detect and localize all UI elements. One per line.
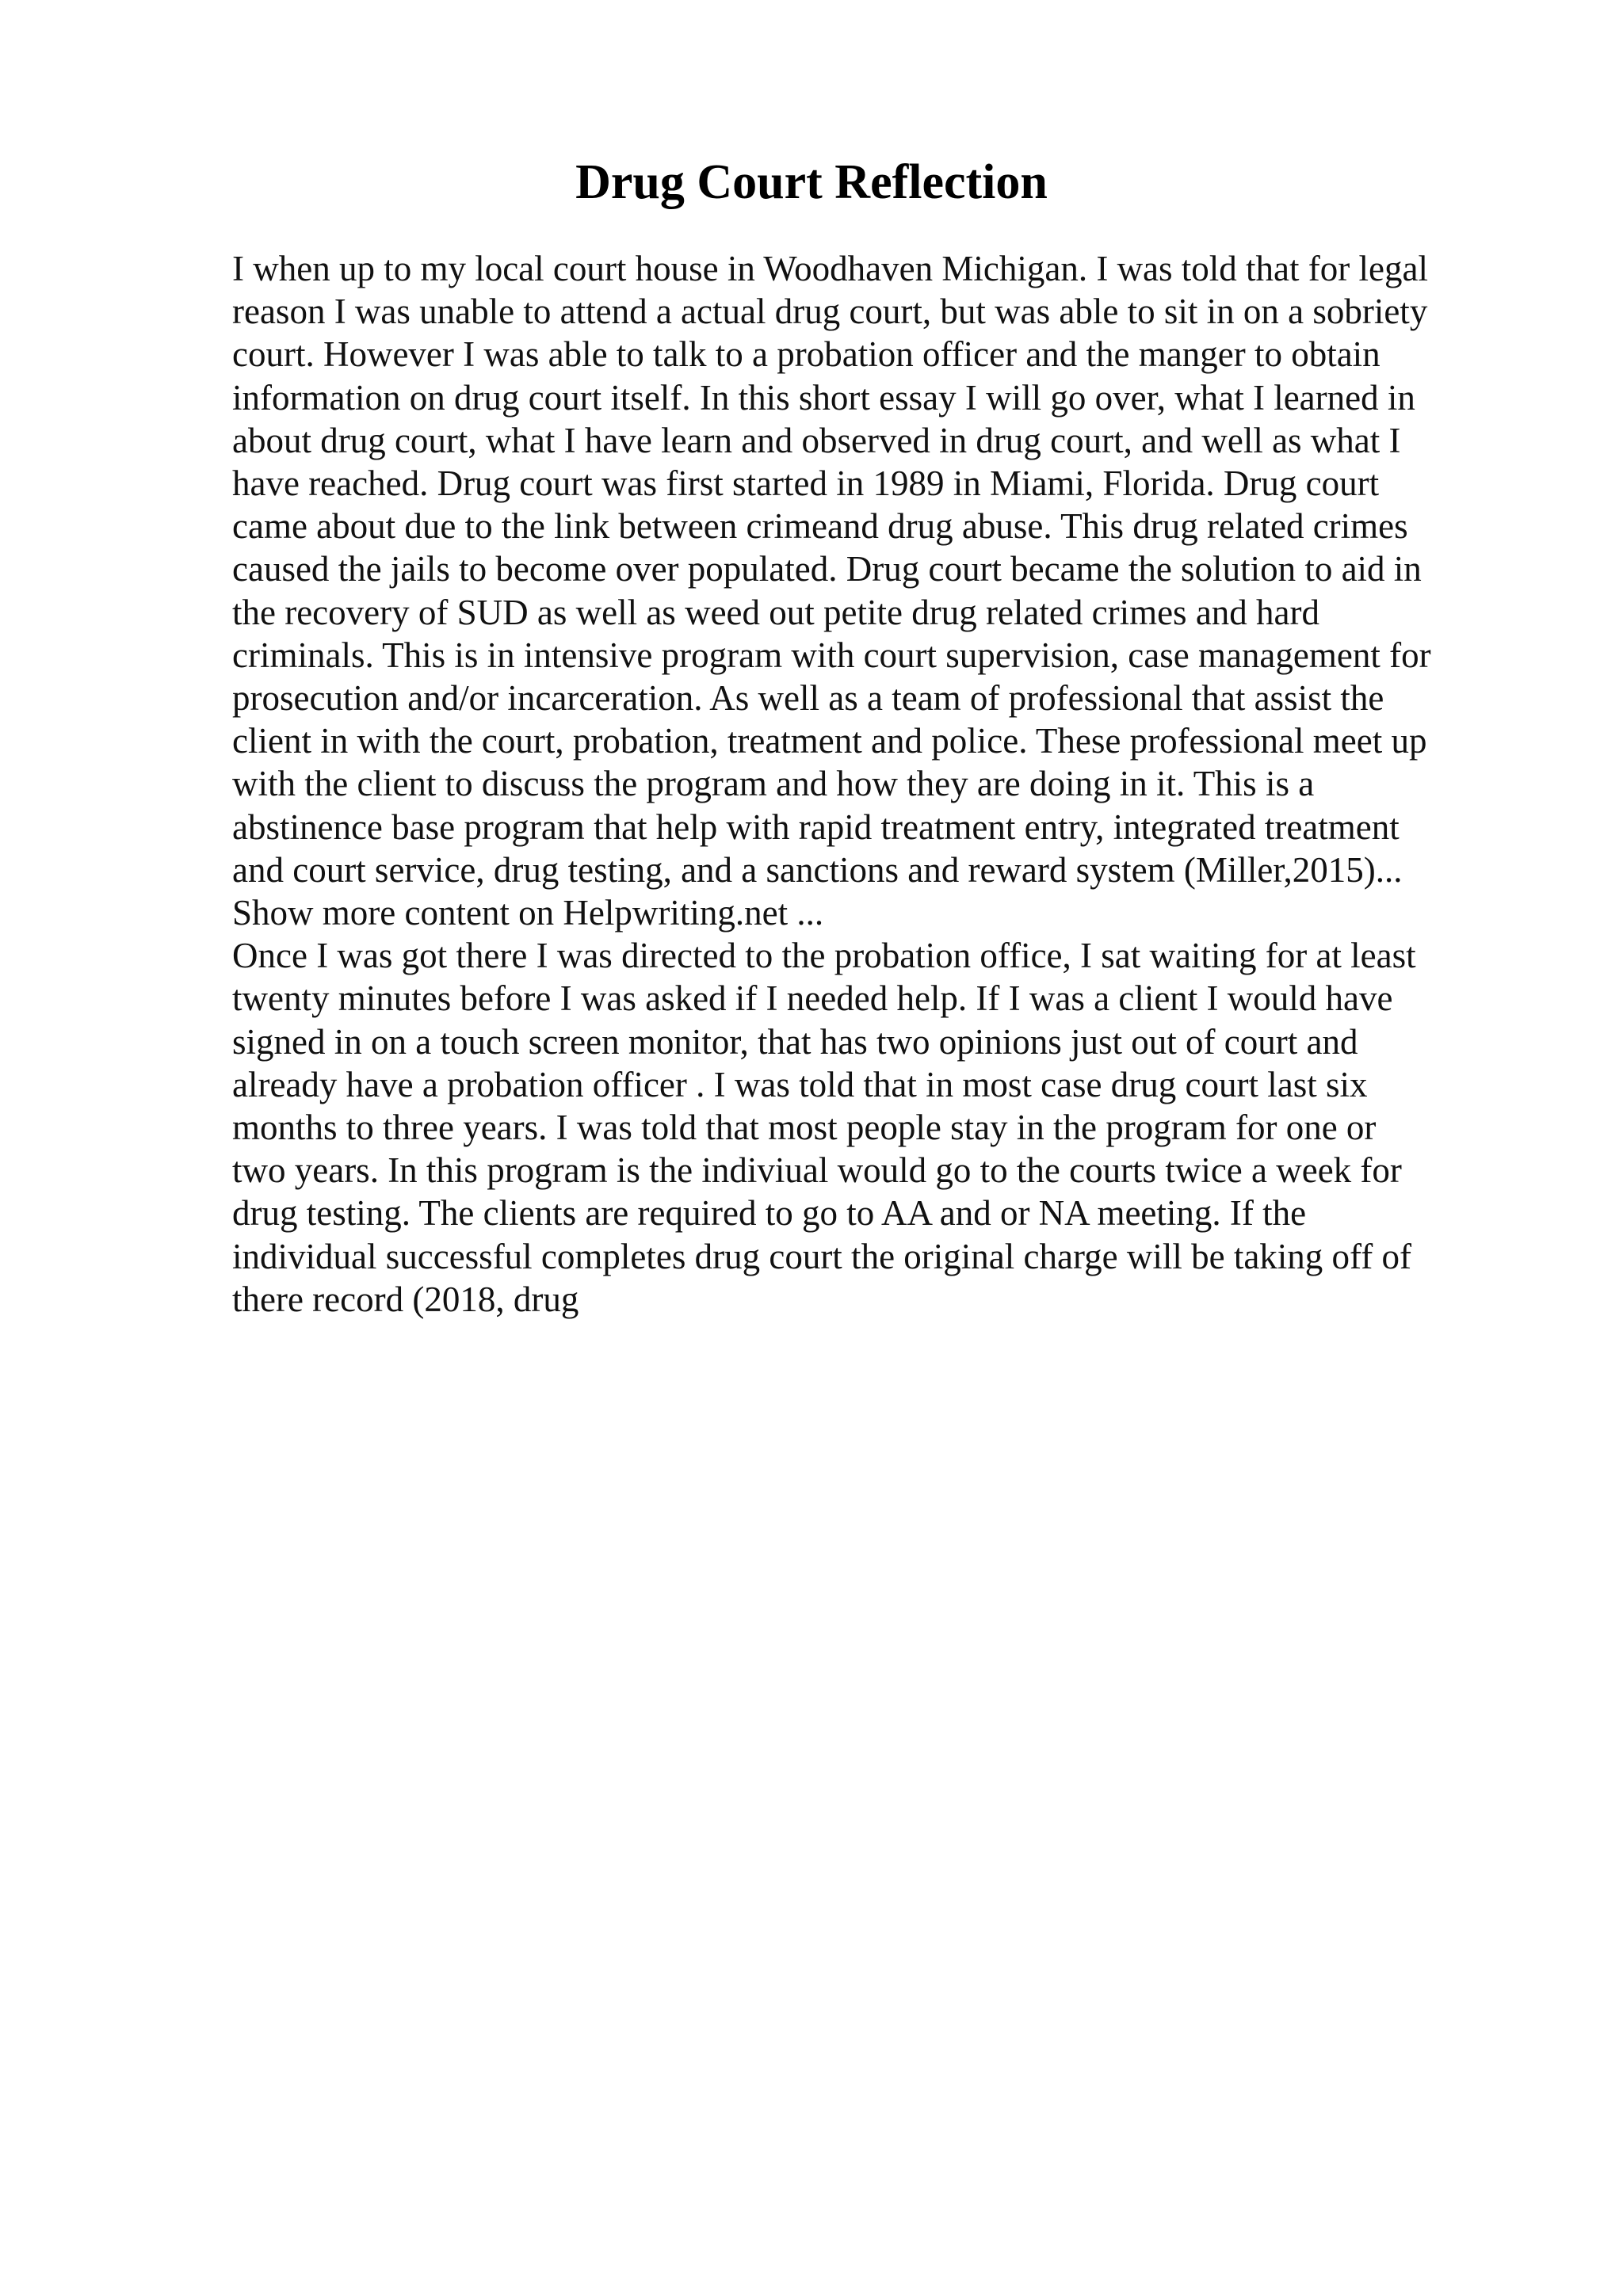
body-line: have reached. Drug court was first started in 1989 in Miami, Florida. Drug court bbox=[232, 463, 1380, 504]
document-title: Drug Court Reflection bbox=[575, 155, 1048, 209]
show-more-link[interactable]: Show more content on Helpwriting.net ... bbox=[232, 893, 824, 933]
body-line: the recovery of SUD as well as weed out petite drug related crimes and hard bbox=[232, 592, 1319, 632]
body-line: months to three years. I was told that most people stay in the program for one or bbox=[232, 1108, 1377, 1148]
body-line: came about due to the link between crimeand drug abuse. This drug related crimes bbox=[232, 506, 1408, 547]
body-line: caused the jails to become over populated. Drug court became the solution to aid in bbox=[232, 549, 1422, 589]
body-line: prosecution and/or incarceration. As well as a team of professional that assist the bbox=[232, 678, 1384, 719]
body-line: signed in on a touch screen monitor, that has two opinions just out of court and bbox=[232, 1021, 1358, 1062]
body-line: reason I was unable to attend a actual drug court, but was able to sit in on a sobriety bbox=[232, 292, 1428, 332]
body-line: about drug court, what I have learn and observed in drug court, and well as what I bbox=[232, 420, 1401, 460]
body-line: and court service, drug testing, and a sanctions and reward system (Miller,2015)... bbox=[232, 849, 1403, 890]
body-line: drug testing. The clients are required to go to AA and or NA meeting. If the bbox=[232, 1193, 1307, 1234]
body-line: information on drug court itself. In this short essay I will go over, what I learned in bbox=[232, 377, 1415, 418]
body-line: individual successful completes drug court the original charge will be taking off of bbox=[232, 1236, 1411, 1276]
body-line: twenty minutes before I was asked if I needed help. If I was a client I would have bbox=[232, 978, 1393, 1019]
body-line: Once I was got there I was directed to the probation office, I sat waiting for at least bbox=[232, 936, 1416, 976]
body-line: abstinence base program that help with rapid treatment entry, integrated treatment bbox=[232, 807, 1400, 847]
body-line: already have a probation officer . I was told that in most case drug court last six bbox=[232, 1064, 1368, 1104]
body-line: client in with the court, probation, treatment and police. These professional meet up bbox=[232, 721, 1427, 761]
body-line: criminals. This is in intensive program with court supervision, case management for bbox=[232, 635, 1431, 675]
body-line: I when up to my local court house in Woodhaven Michigan. I was told that for legal bbox=[232, 249, 1428, 288]
body-line: court. However I was able to talk to a probation officer and the manger to obtain bbox=[232, 334, 1381, 375]
body-line: with the client to discuss the program and how they are doing in it. This is a bbox=[232, 764, 1315, 804]
body-line: two years. In this program is the indiviual would go to the courts twice a week for bbox=[232, 1150, 1402, 1191]
body-line: there record (2018, drug bbox=[232, 1279, 579, 1319]
document-body bbox=[232, 247, 1516, 1321]
